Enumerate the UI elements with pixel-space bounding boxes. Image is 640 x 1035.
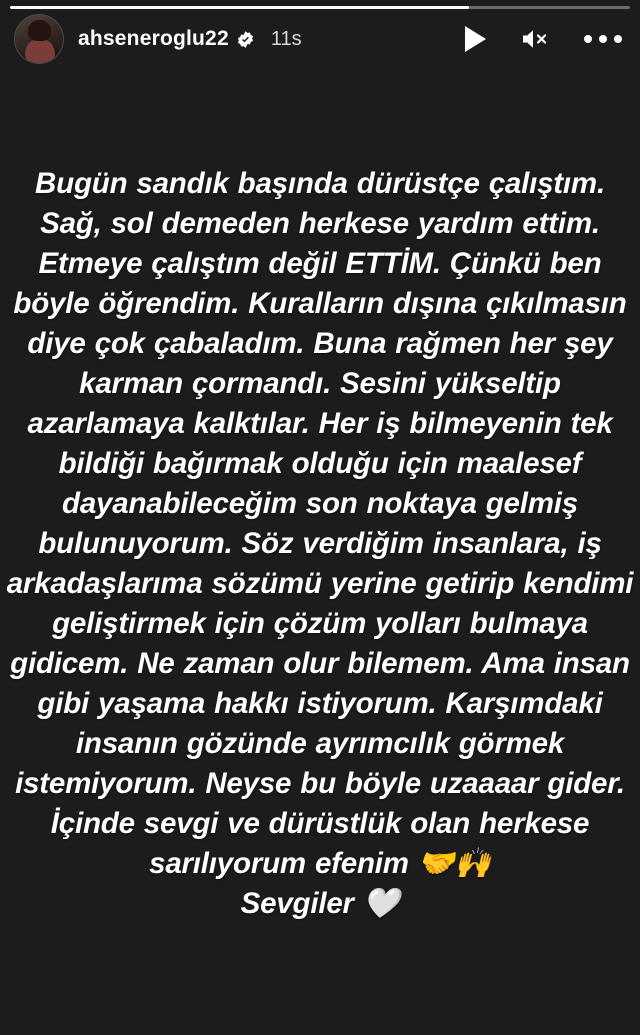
avatar-detail	[28, 20, 50, 41]
more-options-button[interactable]	[584, 35, 622, 43]
speaker-mute-icon	[520, 26, 550, 52]
verified-badge-icon	[236, 30, 255, 49]
play-button[interactable]	[465, 26, 486, 52]
story-timestamp: 11s	[270, 27, 302, 50]
avatar[interactable]	[14, 14, 64, 64]
more-horizontal-icon	[584, 35, 622, 43]
story-header	[0, 0, 640, 78]
story-caption-body: Bugün sandık başında dürüstçe çalıştım. Sağ, sol demeden herkese yardım ettim. Etmeye çalıştım değil ETTİM. Çünkü ben böyle öğrendim. Kuralların dışına çıkılmasın diye çok çabaladım. Buna rağmen her şey karman çormandı. Sesini yükseltip azarlamaya kalktılar. Her iş bilmeyenin tek bildiği bağırmak olduğu için maalesef dayanabileceğim son noktaya gelmiş bulunuyorum. Söz verdiğim insanlara, iş arkadaşlarıma sözümü yerine getirip kendimi geliştirmek için çözüm yolları bulmaya gidicem. Ne zaman olur bilemem. Ama insan gibi yaşama hakkı istiyorum. Karşımdaki insanın gözünde ayrımcılık görmek istemiyorum. Neyse bu böyle uzaaaar gider. İçinde sevgi ve dürüstlük olan herkese sarılıyorum efenim 🤝🙌	[6, 167, 634, 880]
mute-button[interactable]	[520, 26, 550, 52]
story-header-actions	[465, 26, 622, 52]
story-caption-area	[0, 78, 640, 1035]
story-caption-text	[6, 164, 634, 924]
username-label[interactable]: ahseneroglu22	[78, 27, 229, 50]
play-icon	[465, 26, 486, 52]
story-caption-signature: Sevgiler 🤍	[240, 887, 400, 920]
